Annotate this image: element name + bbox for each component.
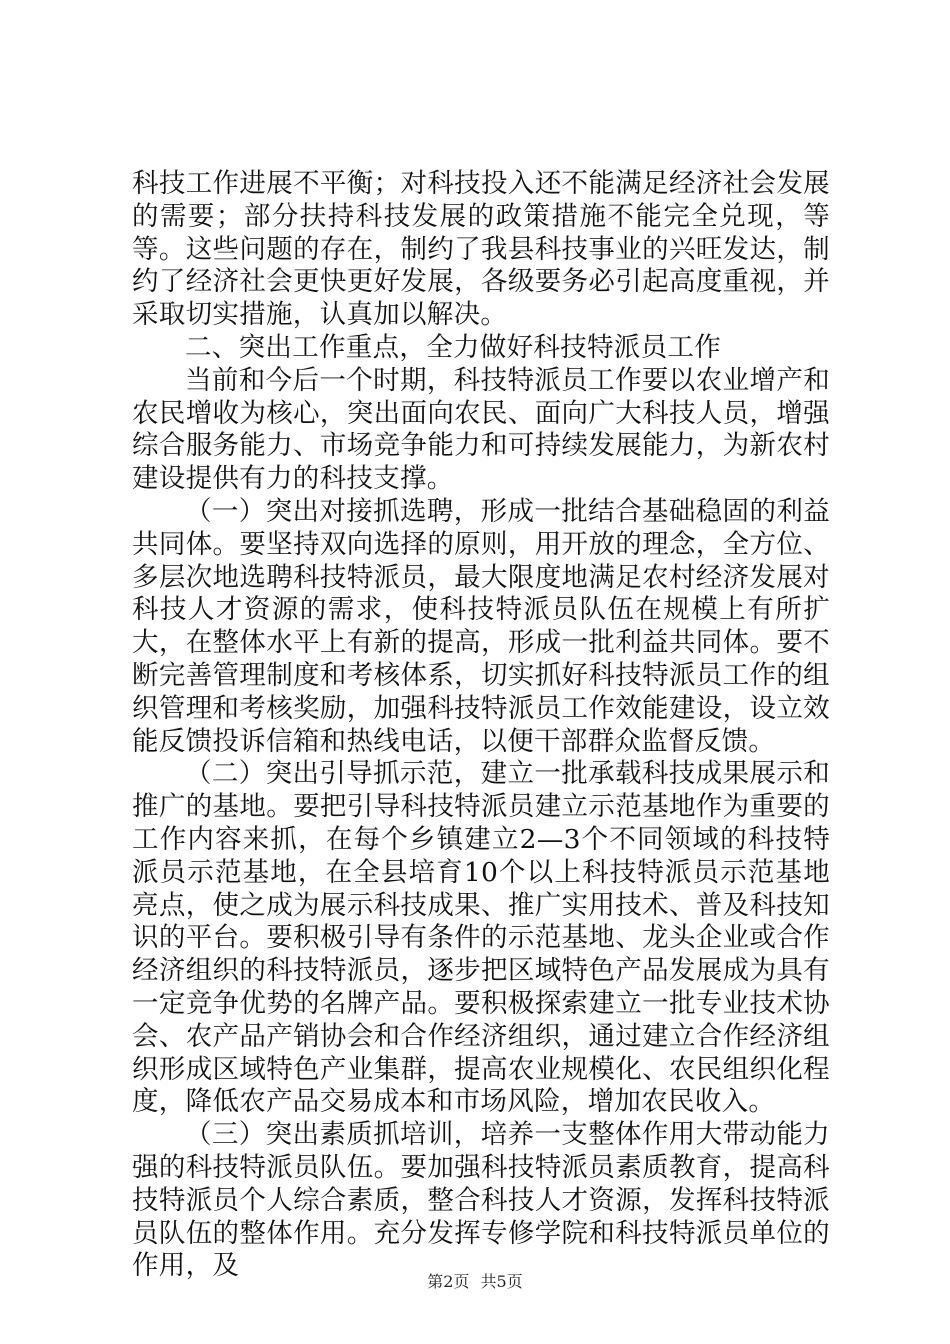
paragraph-1: 科技工作进展不平衡；对科技投入还不能满足经济社会发展的需要；部分扶持科技发展的政策措施不能完全兑现，等等。这些问题的存在，制约了我县科技事业的兴旺发达，制约了经济社会更快更好发展，各级要务必引起高度重视，并采取切实措施，认真加以解决。 bbox=[132, 168, 830, 331]
paragraph-3: 当前和今后一个时期，科技特派员工作要以农业增产和农民增收为核心，突出面向农民、面向广大科技人员，增强综合服务能力、市场竞争能力和可持续发展能力，为新农村建设提供有力的科技支撑。 bbox=[132, 364, 830, 495]
paragraph-item-2: （二）突出引导抓示范，建立一批承载科技成果展示和推广的基地。要把引导科技特派员建立示范基地作为重要的工作内容来抓，在每个乡镇建立2—3个不同领域的科技特派员示范基地，在全县培育10个以上科技特派员示范基地亮点，使之成为展示科技成果、推广实用技术、普及科技知识的平台。要积极引导有条件的示范基地、龙头企业或合作经济组织的科技特派员，逐步把区域特色产品发展成为具有一定竞争优势的名牌产品。要积极探索建立一批专业技术协会、农产品产销协会和合作经济组织，通过建立合作经济组织形成区域特色产业集群，提高农业规模化、农民组织化程度，降低农产品交易成本和市场风险，增加农民收入。 bbox=[132, 758, 830, 1118]
paragraph-item-1: （一）突出对接抓选聘，形成一批结合基础稳固的利益共同体。要坚持双向选择的原则，用开放的理念，全方位、多层次地选聘科技特派员，最大限度地满足农村经济发展对科技人才资源的需求，使科技特派员队伍在规模上有所扩大，在整体水平上有新的提高，形成一批利益共同体。要不断完善管理制度和考核体系，切实抓好科技特派员工作的组织管理和考核奖励，加强科技特派员工作效能建设，设立效能反馈投诉信箱和热线电话，以便干部群众监督反馈。 bbox=[132, 495, 830, 757]
page-number: 第2页 bbox=[427, 1272, 470, 1291]
section-heading: 二、突出工作重点，全力做好科技特派员工作 bbox=[185, 331, 721, 363]
page-total: 共5页 bbox=[480, 1272, 523, 1291]
document-body bbox=[132, 168, 830, 1283]
page-footer bbox=[0, 1272, 950, 1292]
paragraph-item-3: （三）突出素质抓培训，培养一支整体作用大带动能力强的科技特派员队伍。要加强科技特派员素质教育，提高科技特派员个人综合素质，整合科技人才资源，发挥科技特派员队伍的整体作用。充分发挥专修学院和科技特派员单位的作用，及 bbox=[132, 1119, 830, 1282]
